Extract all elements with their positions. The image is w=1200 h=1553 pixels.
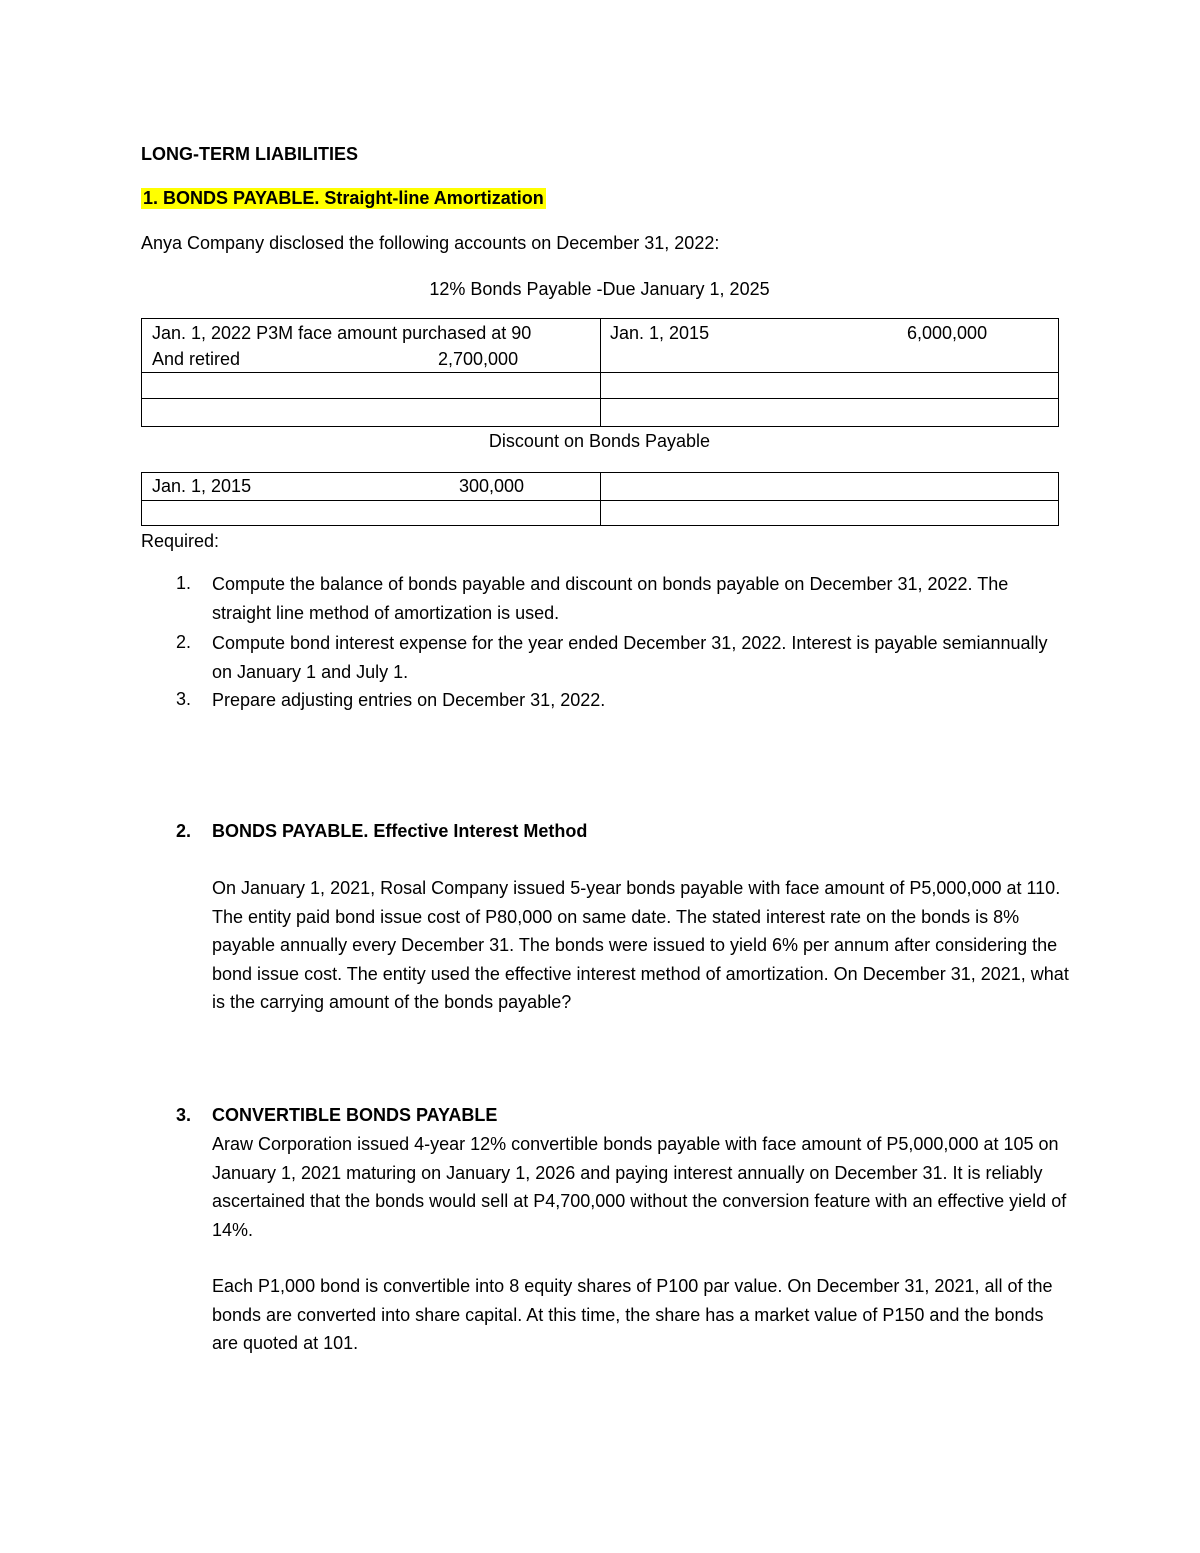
page-title: LONG-TERM LIABILITIES xyxy=(141,144,358,164)
bonds-account-title: 12% Bonds Payable -Due January 1, 2025 xyxy=(429,279,770,299)
requirement-number: 1. xyxy=(176,573,192,593)
bonds-empty-cell xyxy=(142,399,601,427)
section2-heading: BONDS PAYABLE. Effective Interest Method xyxy=(212,821,588,841)
bonds-credit-date: Jan. 1, 2015 xyxy=(610,323,710,343)
section3-heading: CONVERTIBLE BONDS PAYABLE xyxy=(212,1105,498,1125)
discount-debit-cell xyxy=(142,473,601,501)
discount-account-table xyxy=(141,472,1059,526)
section1-intro: Anya Company disclosed the following accounts on December 31, 2022: xyxy=(141,233,720,253)
discount-account-title: Discount on Bonds Payable xyxy=(488,431,711,451)
discount-empty-cell xyxy=(142,501,601,526)
requirement-number: 2. xyxy=(176,632,192,652)
bonds-debit-line1: Jan. 1, 2022 P3M face amount purchased at 90 xyxy=(152,323,532,343)
section2-number: 2. xyxy=(176,821,192,841)
section3-paragraph-2: Each P1,000 bond is convertible into 8 equity shares of P100 par value. On December 31, 2021, all of the bonds are converted into share capital. At this time, the share has a market value of P150 and the bonds are quoted at 101. xyxy=(212,1276,1053,1353)
bonds-empty-cell xyxy=(601,373,1059,399)
requirement-text: Compute bond interest expense for the year ended December 31, 2022. Interest is payable semiannually on January 1 and July 1. xyxy=(212,633,1048,682)
bonds-debit-cell xyxy=(142,319,601,373)
requirement-text: Prepare adjusting entries on December 31, 2022. xyxy=(212,690,606,710)
discount-debit-date: Jan. 1, 2015 xyxy=(152,476,252,496)
bonds-credit-amount: 6,000,000 xyxy=(907,323,988,343)
bonds-payable-account-table xyxy=(141,318,1059,427)
bonds-credit-cell xyxy=(601,319,1059,373)
discount-empty-cell xyxy=(601,501,1059,526)
section3-paragraph-1: Araw Corporation issued 4-year 12% convertible bonds payable with face amount of P5,000,000 at 105 on January 1, 2021 maturing on January 1, 2026 and paying interest annually on December 31. It is reliably ascertained that the bonds would sell at P4,700,000 without the conversion feature with an effective yield of 14%. xyxy=(212,1134,1067,1240)
discount-credit-cell xyxy=(601,473,1059,501)
requirement-text: Compute the balance of bonds payable and discount on bonds payable on December 31, 2022. The straight line method of amortization is used. xyxy=(212,574,1009,623)
discount-debit-amount: 300,000 xyxy=(459,476,525,496)
bonds-empty-cell xyxy=(142,373,601,399)
section3-number: 3. xyxy=(176,1105,192,1125)
required-label: Required: xyxy=(141,531,220,551)
section2-body: On January 1, 2021, Rosal Company issued 5-year bonds payable with face amount of P5,000,000 at 110. The entity paid bond issue cost of P80,000 on same date. The stated interest rate on the bonds is 8% payable annually every December 31. The bonds were issued to yield 6% per annum after considering the bond issue cost. The entity used the effective interest method of amortization. On December 31, 2021, what is the carrying amount of the bonds payable? xyxy=(212,878,1069,1012)
requirement-number: 3. xyxy=(176,689,192,709)
bonds-debit-line2-amount: 2,700,000 xyxy=(438,349,519,369)
section1-heading: 1. BONDS PAYABLE. Straight-line Amortization xyxy=(143,188,544,208)
bonds-debit-line2-label: And retired xyxy=(152,349,241,369)
bonds-empty-cell xyxy=(601,399,1059,427)
